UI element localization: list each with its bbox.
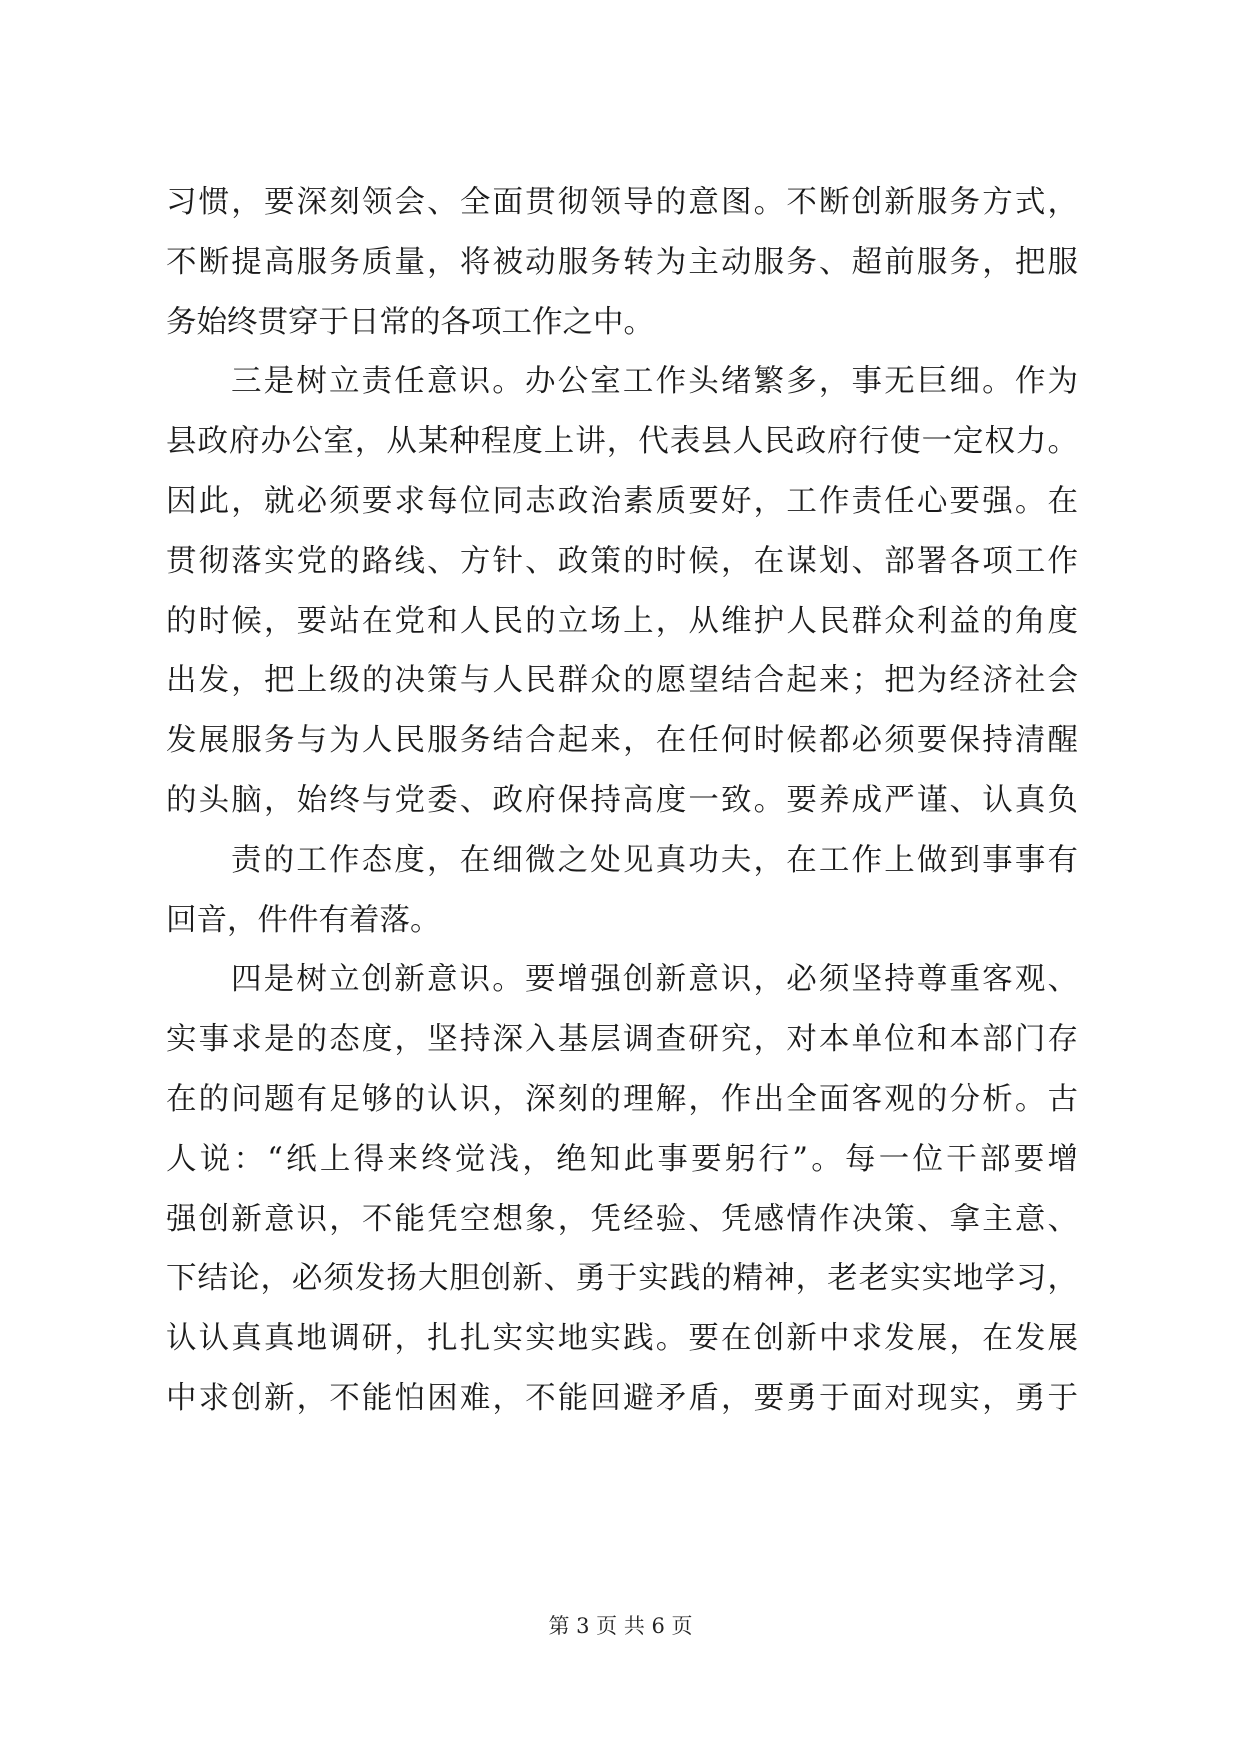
text-line: 回音，件件有着落。 [166,902,441,938]
text-line: 因此，就必须要求每位同志政治素质要好，工作责任心要强。在 [166,483,1078,519]
text-line: 务始终贯穿于日常的各项工作之中。 [166,304,654,340]
body-text [166,173,1078,1429]
text-line: 中求创新，不能怕困难，不能回避矛盾，要勇于面对现实，勇于 [166,1380,1078,1416]
text-line: 下结论，必须发扬大胆创新、勇于实践的精神，老老实实地学习， [166,1261,1078,1297]
text-line: 习惯，要深刻领会、全面贯彻领导的意图。不断创新服务方式， [166,185,1078,220]
text-line: 认认真真地调研，扎扎实实地实践。要在创新中求发展，在发展 [166,1321,1078,1357]
paragraph-start-line: 三是树立责任意识。办公室工作头绪繁多，事无巨细。作为 [231,364,1078,400]
page-number-footer: 第 3 页 共 6 页 [548,1614,693,1638]
paragraph-start-line: 四是树立创新意识。要增强创新意识，必须坚持尊重客观、 [231,962,1078,998]
text-line: 发展服务与为人民服务结合起来，在任何时候都必须要保持清醒 [166,723,1078,759]
text-line: 贯彻落实党的路线、方针、政策的时候，在谋划、部署各项工作 [166,543,1078,579]
text-line: 实事求是的态度，坚持深入基层调查研究，对本单位和本部门存 [166,1022,1078,1058]
text-line: 县政府办公室，从某种程度上讲，代表县人民政府行使一定权力。 [166,424,1078,460]
text-line: 不断提高服务质量，将被动服务转为主动服务、超前服务，把服 [166,244,1078,280]
text-line: 出发，把上级的决策与人民群众的愿望结合起来；把为经济社会 [166,663,1078,699]
text-line: 在的问题有足够的认识，深刻的理解，作出全面客观的分析。古 [166,1081,1078,1117]
text-line: 的时候，要站在党和人民的立场上，从维护人民群众利益的角度 [166,603,1078,639]
paragraph-start-line: 责的工作态度，在细微之处见真功夫，在工作上做到事事有 [231,842,1078,878]
text-line: 的头脑，始终与党委、政府保持高度一致。要养成严谨、认真负 [166,782,1078,818]
text-line: 强创新意识，不能凭空想象，凭经验、凭感情作决策、拿主意、 [166,1201,1078,1237]
text-line: 人说：“纸上得来终觉浅，绝知此事要躬行”。每一位干部要增 [166,1141,1078,1177]
